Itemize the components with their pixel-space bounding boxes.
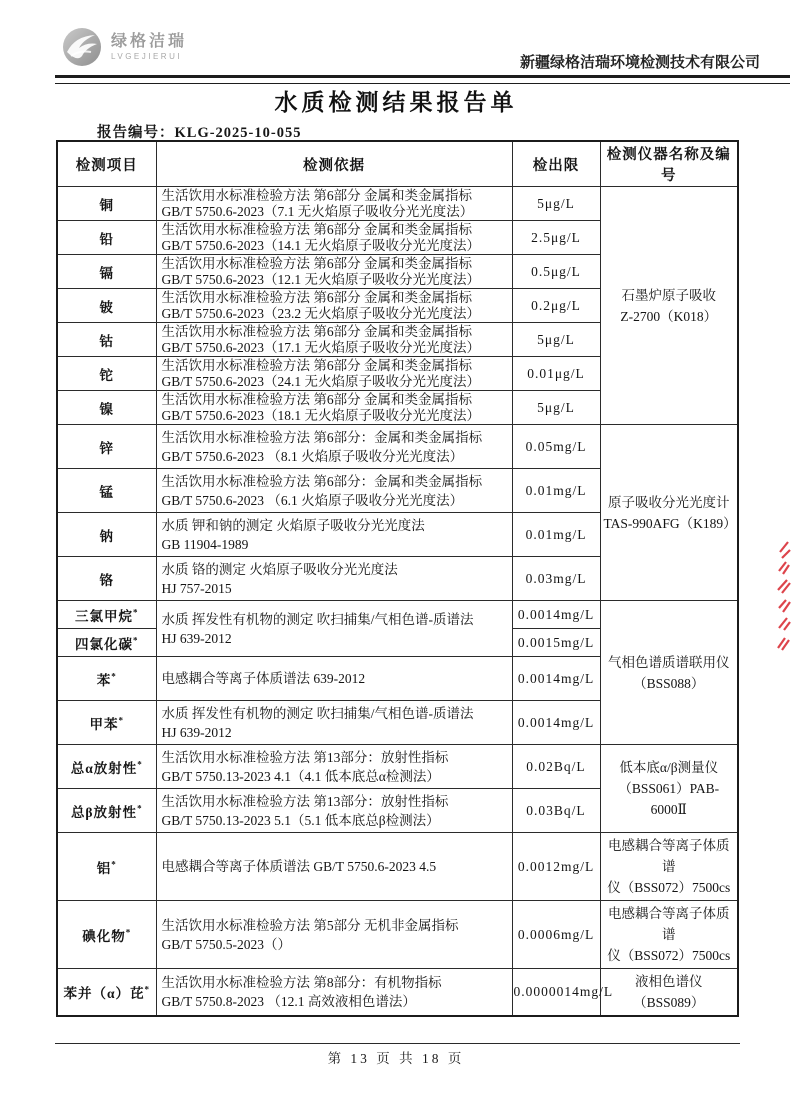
logo-swirl-icon xyxy=(61,26,103,68)
item-cell: 铜 xyxy=(57,187,156,221)
detection-limit-cell: 0.03Bq/L xyxy=(512,789,600,833)
report-number-value: KLG-2025-10-055 xyxy=(174,125,302,141)
method-cell: 电感耦合等离子体质谱法 GB/T 5750.6-2023 4.5 xyxy=(156,833,512,901)
detection-limit-cell: 5μg/L xyxy=(512,391,600,425)
detection-limit-cell: 0.05mg/L xyxy=(512,425,600,469)
item-cell: 总α放射性* xyxy=(57,745,156,789)
detection-limit-cell: 0.01μg/L xyxy=(512,357,600,391)
instrument-cell: 气相色谱质谱联用仪 （BSS088） xyxy=(600,601,738,745)
method-cell: 生活饮用水标准检验方法 第6部分 金属和类金属指标 GB/T 5750.6-2023（18.1 无火焰原子吸收分光光度法） xyxy=(156,391,512,425)
detection-limit-cell: 0.2μg/L xyxy=(512,289,600,323)
item-cell: 锰 xyxy=(57,469,156,513)
detection-limit-cell: 0.0006mg/L xyxy=(512,901,600,969)
detection-limit-cell: 5μg/L xyxy=(512,187,600,221)
table-row xyxy=(57,187,738,221)
table-row xyxy=(57,601,738,629)
item-cell: 镍 xyxy=(57,391,156,425)
item-cell: 三氯甲烷* xyxy=(57,601,156,629)
report-number-label: 报告编号： xyxy=(97,125,175,141)
method-cell: 生活饮用水标准检验方法 第6部分 金属和类金属指标 GB/T 5750.6-2023（17.1 无火焰原子吸收分光光度法） xyxy=(156,323,512,357)
detection-limit-cell: 0.03mg/L xyxy=(512,557,600,601)
item-cell: 苯并（α）芘* xyxy=(57,969,156,1017)
method-cell: 生活饮用水标准检验方法 第6部分：金属和类金属指标 GB/T 5750.6-2023 （8.1 火焰原子吸收分光光度法） xyxy=(156,425,512,469)
detection-limit-cell: 0.0014mg/L xyxy=(512,701,600,745)
table-row xyxy=(57,901,738,969)
method-cell: 电感耦合等离子体质谱法 639-2012 xyxy=(156,657,512,701)
method-cell: 生活饮用水标准检验方法 第6部分 金属和类金属指标 GB/T 5750.6-2023（7.1 无火焰原子吸收分光光度法） xyxy=(156,187,512,221)
instrument-cell: 低本底α/β测量仪 （BSS061）PAB-6000Ⅱ xyxy=(600,745,738,833)
page-number: 第 13 页 共 18 页 xyxy=(327,1051,465,1066)
instrument-cell: 电感耦合等离子体质谱 仪（BSS072）7500cs xyxy=(600,833,738,901)
item-cell: 铬 xyxy=(57,557,156,601)
page-title: 水质检测结果报告单 xyxy=(274,90,518,115)
method-cell: 水质 铬的测定 火焰原子吸收分光光度法 HJ 757-2015 xyxy=(156,557,512,601)
detection-limit-cell: 0.01mg/L xyxy=(512,469,600,513)
detection-limit-cell: 0.0012mg/L xyxy=(512,833,600,901)
table-row xyxy=(57,969,738,1017)
report-number xyxy=(97,121,301,142)
method-cell: 生活饮用水标准检验方法 第5部分 无机非金属指标 GB/T 5750.5-2023（） xyxy=(156,901,512,969)
method-cell: 生活饮用水标准检验方法 第8部分：有机物指标 GB/T 5750.8-2023 （12.1 高效液相色谱法） xyxy=(156,969,512,1017)
method-cell: 水质 挥发性有机物的测定 吹扫捕集/气相色谱-质谱法 HJ 639-2012 xyxy=(156,601,512,657)
item-cell: 钴 xyxy=(57,323,156,357)
detection-limit-cell: 0.01mg/L xyxy=(512,513,600,557)
table-row xyxy=(57,745,738,789)
instrument-cell: 石墨炉原子吸收 Z-2700（K018） xyxy=(600,187,738,425)
item-cell: 镉 xyxy=(57,255,156,289)
item-cell: 总β放射性* xyxy=(57,789,156,833)
method-cell: 生活饮用水标准检验方法 第6部分：金属和类金属指标 GB/T 5750.6-2023 （6.1 火焰原子吸收分光光度法） xyxy=(156,469,512,513)
detection-limit-cell: 0.0014mg/L xyxy=(512,657,600,701)
method-cell: 生活饮用水标准检验方法 第6部分 金属和类金属指标 GB/T 5750.6-2023（23.2 无火焰原子吸收分光光度法） xyxy=(156,289,512,323)
detection-limit-cell: 5μg/L xyxy=(512,323,600,357)
column-header: 检测项目 xyxy=(57,141,156,187)
table-row xyxy=(57,833,738,901)
instrument-cell: 电感耦合等离子体质谱 仪（BSS072）7500cs xyxy=(600,901,738,969)
item-cell: 铍 xyxy=(57,289,156,323)
company-logo xyxy=(61,26,187,68)
column-header: 检出限 xyxy=(512,141,600,187)
item-cell: 碘化物* xyxy=(57,901,156,969)
instrument-cell: 液相色谱仪（BSS089） xyxy=(600,969,738,1017)
brand-name-cn: 绿格洁瑞 xyxy=(111,32,188,50)
item-cell: 铅 xyxy=(57,221,156,255)
method-cell: 水质 挥发性有机物的测定 吹扫捕集/气相色谱-质谱法 HJ 639-2012 xyxy=(156,701,512,745)
method-cell: 生活饮用水标准检验方法 第6部分 金属和类金属指标 GB/T 5750.6-2023（24.1 无火焰原子吸收分光光度法） xyxy=(156,357,512,391)
instrument-cell: 原子吸收分光光度计 TAS-990AFG（K189） xyxy=(600,425,738,601)
detection-limit-cell: 2.5μg/L xyxy=(512,221,600,255)
item-cell: 铊 xyxy=(57,357,156,391)
method-cell: 生活饮用水标准检验方法 第13部分：放射性指标 GB/T 5750.13-2023 5.1（5.1 低本底总β检测法） xyxy=(156,789,512,833)
method-cell: 生活饮用水标准检验方法 第13部分：放射性指标 GB/T 5750.13-2023 4.1（4.1 低本底总α检测法） xyxy=(156,745,512,789)
detection-limit-cell: 0.0015mg/L xyxy=(512,629,600,657)
item-cell: 四氯化碳* xyxy=(57,629,156,657)
table-row xyxy=(57,425,738,469)
header-divider xyxy=(55,75,790,84)
item-cell: 铝* xyxy=(57,833,156,901)
item-cell: 锌 xyxy=(57,425,156,469)
item-cell: 钠 xyxy=(57,513,156,557)
detection-limit-cell: 0.5μg/L xyxy=(512,255,600,289)
method-cell: 生活饮用水标准检验方法 第6部分 金属和类金属指标 GB/T 5750.6-2023（14.1 无火焰原子吸收分光光度法） xyxy=(156,221,512,255)
detection-limit-cell: 0.0014mg/L xyxy=(512,601,600,629)
company-name: 新疆绿格洁瑞环境检测技术有限公司 xyxy=(519,55,760,71)
item-cell: 甲苯* xyxy=(57,701,156,745)
results-table xyxy=(56,140,739,1017)
method-cell: 生活饮用水标准检验方法 第6部分 金属和类金属指标 GB/T 5750.6-2023（12.1 无火焰原子吸收分光光度法） xyxy=(156,255,512,289)
column-header: 检测仪器名称及编号 xyxy=(600,141,738,187)
column-header: 检测依据 xyxy=(156,141,512,187)
detection-limit-cell: 0.02Bq/L xyxy=(512,745,600,789)
method-cell: 水质 钾和钠的测定 火焰原子吸收分光光度法 GB 11904-1989 xyxy=(156,513,512,557)
footer-divider xyxy=(55,1043,740,1044)
brand-name-en: LVGEJIERUI xyxy=(111,51,183,61)
detection-limit-cell: 0.0000014mg/L xyxy=(512,969,600,1017)
page-header xyxy=(55,22,760,74)
table-header-row xyxy=(57,141,738,187)
item-cell: 苯* xyxy=(57,657,156,701)
stamp-fragment xyxy=(774,538,792,656)
